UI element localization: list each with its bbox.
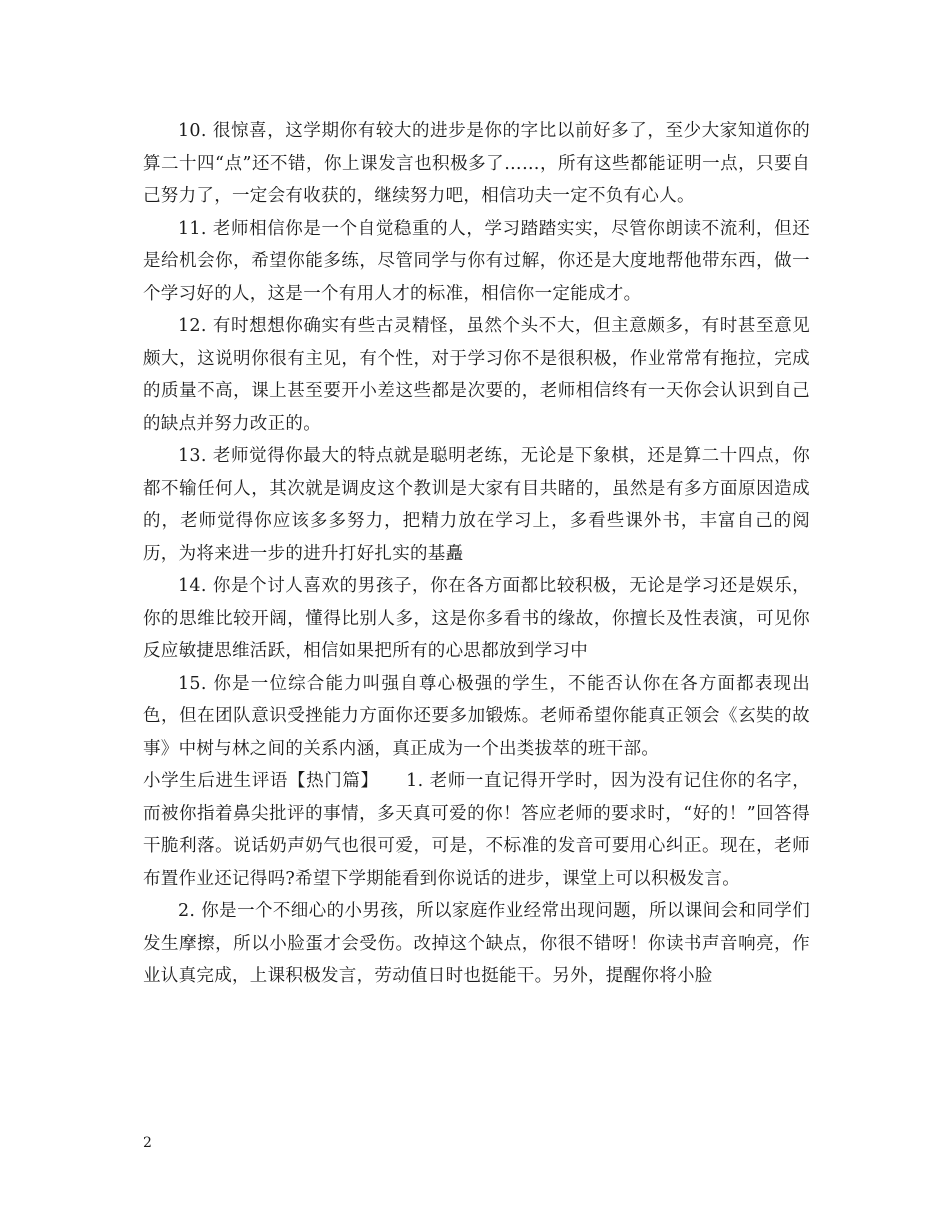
comment-paragraph-10: 10. 很惊喜，这学期你有较大的进步是你的字比以前好多了，至少大家知道你的算二十四“点”还不错，你上课发言也积极多了……，所有这些都能证明一点，只要自己努力了，一定会有收获的，继续努力吧，相信功夫一定不负有心人。: [143, 121, 810, 206]
document-body: [143, 115, 810, 993]
comment-paragraph-13: 13. 老师觉得你最大的特点就是聪明老练，无论是下象棋，还是算二十四点，你都不输任何人，其次就是调皮这个教训是大家有目共睹的，虽然是有多方面原因造成的，老师觉得你应该多多努力，把精力放在学习上，多看些课外书，丰富自己的阅历，为将来进一步的进升打好扎实的基矗: [143, 446, 810, 564]
comment-paragraph-2: 2. 你是一个不细心的小男孩，所以家庭作业经常出现问题，所以课间会和同学们发生摩擦，所以小脸蛋才会受伤。改掉这个缺点，你很不错呀！你读书声音响亮，作业认真完成，上课积极发言，劳动值日时也挺能干。另外，提醒你将小脸: [143, 901, 810, 986]
comment-paragraph-14: 14. 你是个讨人喜欢的男孩子，你在各方面都比较积极，无论是学习还是娱乐，你的思维比较开阔，懂得比别人多，这是你多看书的缘故，你擅长及性表演，可见你反应敏捷思维活跃，相信如果把所有的心思都放到学习中: [143, 576, 810, 661]
page-number: 2: [143, 1135, 152, 1151]
comment-paragraph-15: 15. 你是一位综合能力叫强自尊心极强的学生，不能否认你在各方面都表现出色，但在团队意识受挫能力方面你还要多加锻炼。老师希望你能真正领会《玄奘的故事》中树与林之间的关系内涵，真正成为一个出类拔萃的班干部。: [143, 673, 810, 759]
section-heading-paragraph: 小学生后进生评语【热门篇】 1. 老师一直记得开学时，因为没有记住你的名字，而被你指着鼻尖批评的事情，多天真可爱的你！答应老师的要求时，“好的！”回答得干脆利落。说话奶声奶气也很可爱，可是，不标准的发音可要用心纠正。现在，老师布置作业还记得吗?希望下学期能看到你说话的进步，课堂上可以积极发言。: [143, 771, 810, 889]
comment-paragraph-11: 11. 老师相信你是一个自觉稳重的人，学习踏踏实实，尽管你朗读不流利，但还是给机会你，希望你能多练，尽管同学与你有过解，你还是大度地帮他带东西，做一个学习好的人，这是一个有用人才的标准，相信你一定能成才。: [143, 218, 810, 304]
comment-paragraph-12: 12. 有时想想你确实有些古灵精怪，虽然个头不大，但主意颇多，有时甚至意见颇大，这说明你很有主见，有个性，对于学习你不是很积极，作业常常有拖拉，完成的质量不高，课上甚至要开小差这些都是次要的，老师相信终有一天你会认识到自己的缺点并努力改正的。: [143, 316, 810, 434]
